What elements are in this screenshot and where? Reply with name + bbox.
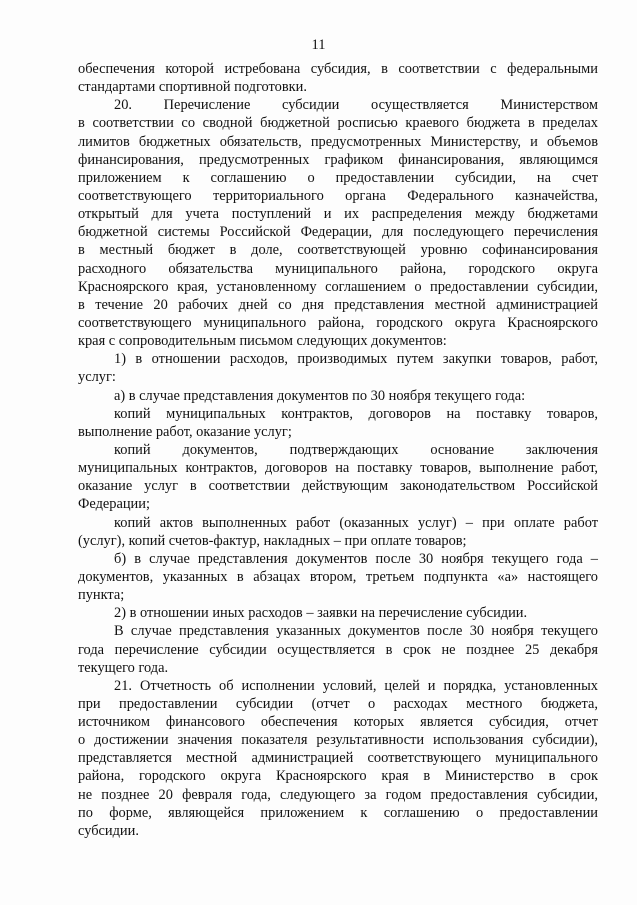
text-line: не позднее 20 февраля года, следующего за годом предоставления субсидии, bbox=[78, 786, 598, 803]
text-line: представляется местной администрацией соответствующего муниципального bbox=[78, 750, 598, 767]
text-line: пункта; bbox=[78, 587, 125, 604]
text-line: муниципальных контрактов, договоров на поставку товаров, выполнение работ, bbox=[78, 460, 598, 477]
text-line: оказание услуг в соответствии действующим законодательством Российской bbox=[78, 478, 598, 495]
text-line: Красноярского края, установленному соглашением о предоставлении субсидии, bbox=[78, 278, 598, 295]
text-line: финансирования, предусмотренных графиком финансирования, являющимся bbox=[78, 151, 598, 168]
text-line: выполнение работ, оказание услуг; bbox=[78, 423, 292, 440]
page-number: 11 bbox=[311, 37, 326, 53]
text-line: при предоставлении субсидии (отчет о расходах местного бюджета, bbox=[78, 695, 598, 712]
text-line: края с сопроводительным письмом следующих документов: bbox=[78, 333, 447, 350]
text-line: стандартами спортивной подготовки. bbox=[78, 79, 307, 96]
text-line: копий документов, подтверждающих основание заключения bbox=[114, 441, 598, 458]
text-line: 1) в отношении расходов, производимых путем закупки товаров, работ, bbox=[114, 351, 598, 368]
text-line: б) в случае представления документов после 30 ноября текущего года – bbox=[114, 550, 598, 567]
text-line: по форме, являющейся приложением к соглашению о предоставлении bbox=[78, 804, 598, 821]
text-line: копий муниципальных контрактов, договоров на поставку товаров, bbox=[114, 405, 598, 422]
text-line: Федерации; bbox=[78, 496, 150, 513]
text-line: 21. Отчетность об исполнении условий, целей и порядка, установленных bbox=[114, 677, 598, 694]
text-line: в соответствии со сводной бюджетной росписью краевого бюджета в пределах bbox=[78, 115, 598, 132]
text-line: а) в случае представления документов по 30 ноября текущего года: bbox=[114, 387, 526, 404]
text-line: бюджетной системы Российской Федерации, для последующего перечисления bbox=[78, 224, 598, 241]
text-line: услуг: bbox=[78, 369, 116, 386]
text-line: документов, указанных в абзацах втором, третьем подпункта «а» настоящего bbox=[78, 568, 598, 585]
text-line: открытый для учета поступлений и их распределения между бюджетами bbox=[78, 206, 598, 223]
text-line: 2) в отношении иных расходов – заявки на перечисление субсидии. bbox=[114, 605, 528, 622]
text-line: источником финансового обеспечения которых является субсидия, отчет bbox=[78, 714, 598, 731]
text-line: в местный бюджет в доле, соответствующей уровню софинансирования bbox=[78, 242, 598, 259]
text-line: приложением к соглашению о предоставлении субсидии, на счет bbox=[78, 169, 598, 186]
text-line: текущего года. bbox=[78, 659, 169, 676]
text-line: расходного обязательства муниципального района, городского округа bbox=[78, 260, 598, 277]
text-line: В случае представления указанных документов после 30 ноября текущего bbox=[114, 623, 598, 640]
text-line: обеспечения которой истребована субсидия, в соответствии с федеральными bbox=[78, 61, 598, 77]
text-line: лимитов бюджетных обязательств, предусмотренных Министерству, и объемов bbox=[78, 133, 598, 150]
document-body bbox=[78, 60, 598, 840]
text-line: района, городского округа Красноярского края в Министерство в срок bbox=[78, 768, 598, 785]
text-line: соответствующего муниципального района, городского округа Красноярского bbox=[78, 314, 598, 331]
text-line: года перечисление субсидии осуществляется в срок не позднее 25 декабря bbox=[78, 641, 598, 658]
text-line: о достижении значения показателя результативности использования субсидии), bbox=[78, 732, 598, 749]
text-line: копий актов выполненных работ (оказанных услуг) – при оплате работ bbox=[114, 514, 598, 531]
text-line: 20. Перечисление субсидии осуществляется Министерством bbox=[114, 97, 598, 114]
text-line: соответствующего территориального органа Федерального казначейства, bbox=[78, 187, 598, 204]
text-line: (услуг), копий счетов-фактур, накладных – при оплате товаров; bbox=[78, 532, 467, 549]
text-line: субсидии. bbox=[78, 822, 139, 839]
text-line: в течение 20 рабочих дней со дня представления местной администрацией bbox=[78, 296, 598, 313]
